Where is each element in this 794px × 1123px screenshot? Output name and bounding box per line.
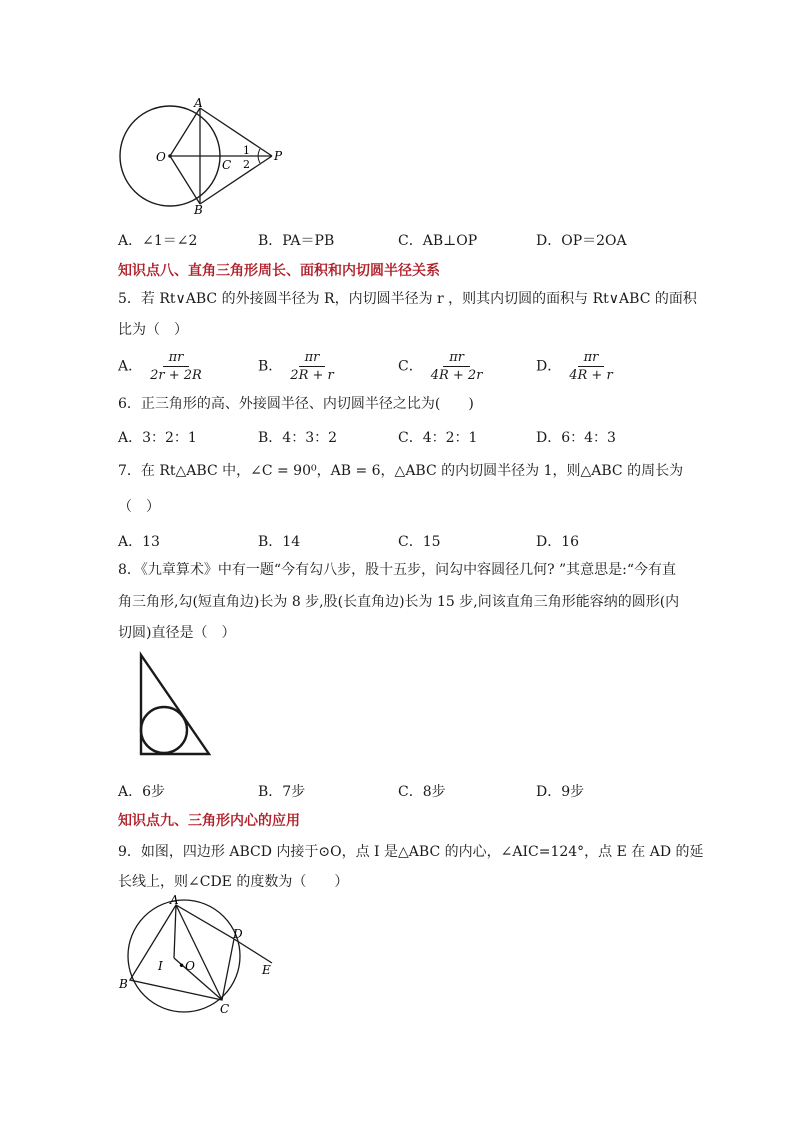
q4-option-b[interactable]: B．PA＝PB (258, 233, 335, 249)
q5-option-b-fraction (290, 350, 333, 383)
q6-option-b[interactable]: B．4：3：2 (258, 430, 338, 446)
label-c: C (222, 158, 232, 172)
q6-option-a[interactable]: A．3：2：1 (118, 430, 197, 446)
q5-option-b[interactable] (258, 350, 334, 383)
label-angle-2: 2 (243, 158, 250, 171)
q4-option-a[interactable]: A．∠1＝∠2 (118, 233, 198, 249)
q7-stem-line1: 7．在 Rt△ABC 中，∠C = 90⁰，AB = 6，△ABC 的内切圆半径为 1，则△ABC 的周长为 (118, 463, 684, 479)
q4-option-d[interactable]: D．OP＝2OA (536, 233, 627, 249)
label-d: D (233, 927, 243, 941)
label-o: O (156, 150, 166, 164)
label-i: I (158, 959, 163, 973)
q6-option-c[interactable]: C．4：2：1 (398, 430, 478, 446)
segment-oa (170, 108, 200, 156)
q5-option-c[interactable] (398, 350, 482, 383)
q8-stem-line3: 切圆)直径是（ ） (118, 625, 236, 641)
label-a: A (170, 894, 179, 907)
incircle (141, 707, 187, 753)
label-angle-1: 1 (243, 144, 250, 157)
label-a: A (194, 96, 203, 110)
q6-stem: 6．正三角形的高、外接圆半径、内切圆半径之比为( ) (118, 396, 474, 412)
figure-triangle-incircle (128, 650, 218, 760)
label-b: B (119, 977, 128, 991)
q5-option-c-fraction (431, 350, 483, 383)
fraction-numerator: πr (443, 350, 470, 367)
q7-stem-line2: （ ） (118, 499, 160, 515)
label-p: P (274, 149, 283, 163)
quadrilateral-abcd (130, 905, 234, 1000)
fraction-denominator: 4R + 2r (430, 368, 483, 383)
q7-option-b[interactable]: B．14 (258, 534, 301, 550)
q8-option-b[interactable]: B．7步 (258, 784, 306, 800)
q7-option-c[interactable]: C．15 (398, 534, 441, 550)
fraction-denominator: 2r + 2R (150, 368, 202, 383)
q8-stem-line1: 8．《九章算术》中有一题“今有勾八步，股十五步，问勾中容圆径几何? ”其意思是:“今有直 (118, 562, 677, 578)
q4-option-c[interactable]: C．AB⊥OP (398, 233, 478, 249)
right-triangle (141, 655, 209, 754)
q5-option-b-label: B． (258, 358, 283, 375)
q8-stem-line2: 角三角形,勾(短直角边)长为 8 步,股(长直角边)长为 15 步,问该直角三角形能容纳的圆形(内 (118, 594, 680, 610)
q8-option-d[interactable]: D．9步 (536, 784, 585, 800)
fraction-numerator: πr (578, 350, 605, 367)
q5-stem-line1: 5．若 Rt∨ABC 的外接圆半径为 R，内切圆半径为 r ，则其内切圆的面积与 Rt∨ABC 的面积 (118, 291, 697, 307)
figure-circle-tangents (112, 96, 302, 218)
label-o: •O (178, 959, 195, 973)
section-heading-9: 知识点九、三角形内心的应用 (118, 813, 300, 829)
q6-option-d[interactable]: D．6：4：3 (536, 430, 616, 446)
q8-option-a[interactable]: A．6步 (118, 784, 166, 800)
segment-ob (170, 156, 200, 204)
label-b: B (194, 203, 203, 217)
fraction-numerator: πr (299, 350, 326, 367)
tangent-pa (200, 108, 272, 156)
label-e: E (262, 963, 271, 977)
label-c: C (220, 1002, 230, 1016)
figure-cyclic-quadrilateral (112, 894, 292, 1020)
fraction-numerator: πr (163, 350, 190, 367)
fraction-denominator: 2R + r (290, 368, 334, 383)
q5-option-d-label: D． (536, 358, 562, 375)
q9-stem-line1: 9．如图，四边形 ABCD 内接于⊙O，点 I 是△ABC 的内心，∠AIC=124°，点 E 在 AD 的延 (118, 844, 704, 860)
tangent-pb (200, 156, 272, 204)
q5-option-d[interactable] (536, 350, 613, 383)
q5-stem-line2: 比为（ ） (118, 322, 188, 338)
segment-ai (174, 905, 176, 958)
q5-option-a-fraction (150, 350, 202, 383)
fraction-denominator: 4R + r (569, 368, 613, 383)
q5-option-d-fraction (569, 350, 612, 383)
q5-option-a-label: A． (118, 358, 143, 375)
q7-option-a[interactable]: A．13 (118, 534, 160, 550)
q5-option-c-label: C． (398, 358, 423, 375)
q9-stem-line2: 长线上，则∠CDE 的度数为（ ） (118, 874, 349, 890)
section-heading-8: 知识点八、直角三角形周长、面积和内切圆半径关系 (118, 263, 440, 279)
q7-option-d[interactable]: D．16 (536, 534, 580, 550)
q5-option-a[interactable] (118, 350, 202, 383)
q8-option-c[interactable]: C．8步 (398, 784, 446, 800)
diagonal-ac (176, 905, 222, 1000)
point-o (168, 154, 172, 158)
